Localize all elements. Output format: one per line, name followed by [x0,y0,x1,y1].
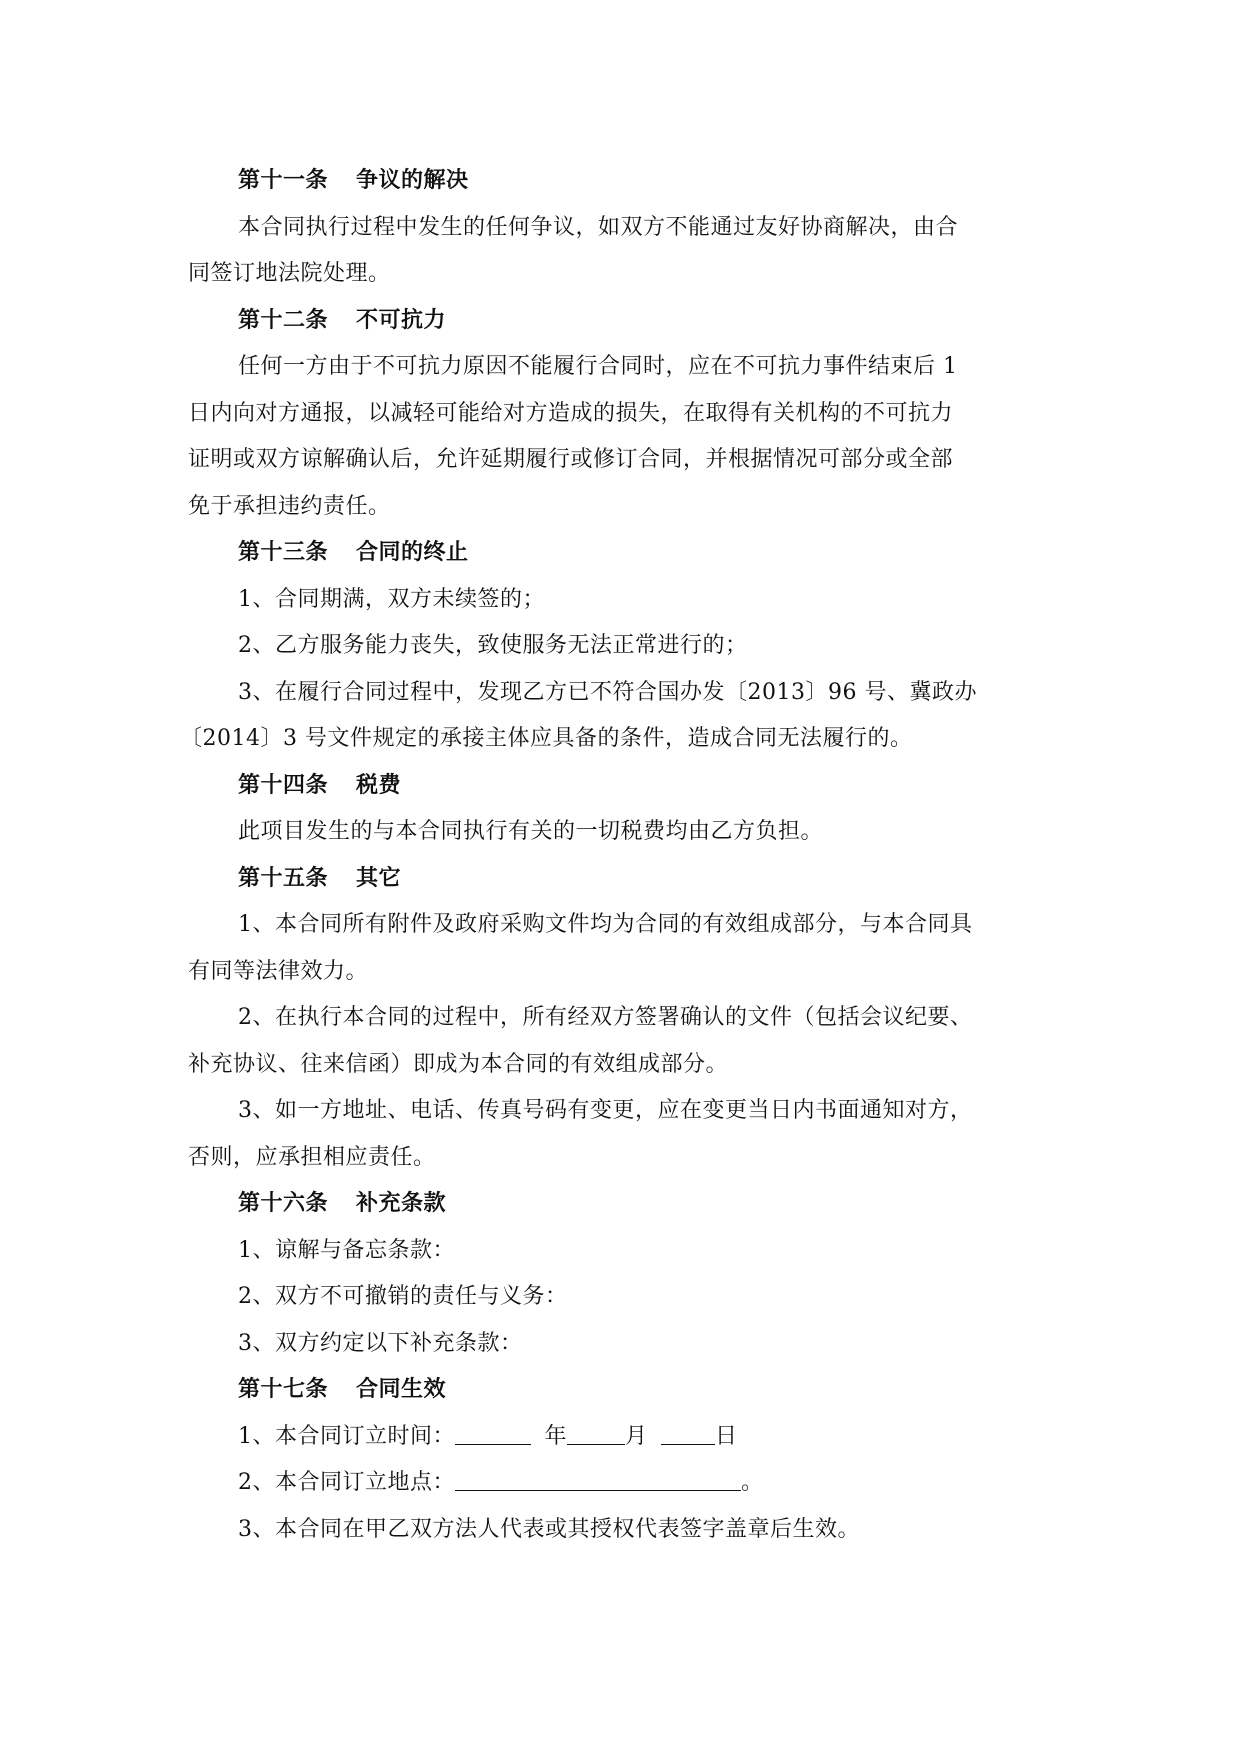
section-title: 其它 [356,865,402,891]
list-item: 3、本合同在甲乙双方法人代表或其授权代表签字盖章后生效。 [238,1516,860,1542]
section-number: 第十四条 [238,772,329,798]
paragraph-line: 免于承担违约责任。 [188,493,391,519]
list-item-continuation: 有同等法律效力。 [188,958,369,984]
place-blank-field[interactable] [455,1466,741,1491]
section-number: 第十五条 [238,865,329,891]
signing-place-label: 2、本合同订立地点： [238,1470,455,1495]
section-11-heading [188,158,1058,205]
paragraph-line: 同签订地法院处理。 [188,261,391,286]
paragraph-line: 任何一方由于不可抗力原因不能履行合同时，应在不可抗力事件结束后 1 [238,354,958,379]
list-item: 3、在履行合同过程中，发现乙方已不符合国办发〔2013〕96 号、冀政办 [238,679,977,705]
section-15-heading [188,856,1058,903]
section-title: 争议的解决 [356,168,469,193]
list-item-continuation: 补充协议、往来信函）即成为本合同的有效组成部分。 [188,1051,729,1077]
signing-date-label: 1、本合同订立时间： [238,1423,455,1449]
section-17-heading [188,1367,1058,1414]
year-label: 年 [544,1423,568,1449]
section-number: 第十六条 [238,1191,329,1216]
paragraph-line: 证明或双方谅解确认后，允许延期履行或修订合同，并根据情况可部分或全部 [188,447,954,472]
list-item: 1、本合同所有附件及政府采购文件均为合同的有效组成部分，与本合同具 [238,912,973,937]
section-14-heading [188,763,1058,810]
section-title: 合同生效 [356,1377,447,1402]
paragraph-line: 此项目发生的与本合同执行有关的一切税费均由乙方负担。 [238,819,824,844]
signing-date-line [188,1414,1058,1461]
section-12-heading [188,298,1058,345]
section-title: 合同的终止 [356,540,469,565]
list-item: 1、合同期满，双方未续签的； [238,586,545,612]
section-number: 第十三条 [238,540,329,565]
section-title: 不可抗力 [356,307,447,333]
section-16-heading [188,1181,1058,1228]
section-number: 第十七条 [238,1377,329,1402]
contract-page [180,158,1058,1553]
list-item: 2、在执行本合同的过程中，所有经双方签署确认的文件（包括会议纪要、 [238,1005,973,1030]
month-blank-field[interactable] [567,1420,625,1445]
day-blank-field[interactable] [661,1420,715,1445]
section-13-heading [188,530,1058,577]
paragraph-line: 本合同执行过程中发生的任何争议，如双方不能通过友好协商解决，由合 [238,214,959,240]
list-item: 2、双方不可撤销的责任与义务： [238,1284,568,1309]
list-item: 1、谅解与备忘条款： [238,1237,455,1263]
signing-place-line [188,1460,1058,1507]
section-title: 补充条款 [356,1191,447,1216]
day-label: 日 [715,1423,738,1449]
paragraph-line: 日内向对方通报，以减轻可能给对方造成的损失，在取得有关机构的不可抗力 [188,400,954,426]
section-title: 税费 [356,772,402,798]
list-item: 2、乙方服务能力丧失，致使服务无法正常进行的； [238,633,748,658]
section-number: 第十二条 [238,307,329,333]
list-item: 3、双方约定以下补充条款： [238,1330,523,1356]
place-end-mark: 。 [741,1470,764,1495]
list-item-continuation: 否则，应承担相应责任。 [188,1144,436,1170]
list-item: 3、如一方地址、电话、传真号码有变更，应在变更当日内书面通知对方， [238,1098,973,1123]
year-blank-field[interactable] [455,1420,531,1445]
list-item-continuation: 〔2014〕3 号文件规定的承接主体应具备的条件，造成合同无法履行的。 [180,726,913,751]
section-number: 第十一条 [238,168,329,193]
month-label: 月 [625,1423,648,1449]
